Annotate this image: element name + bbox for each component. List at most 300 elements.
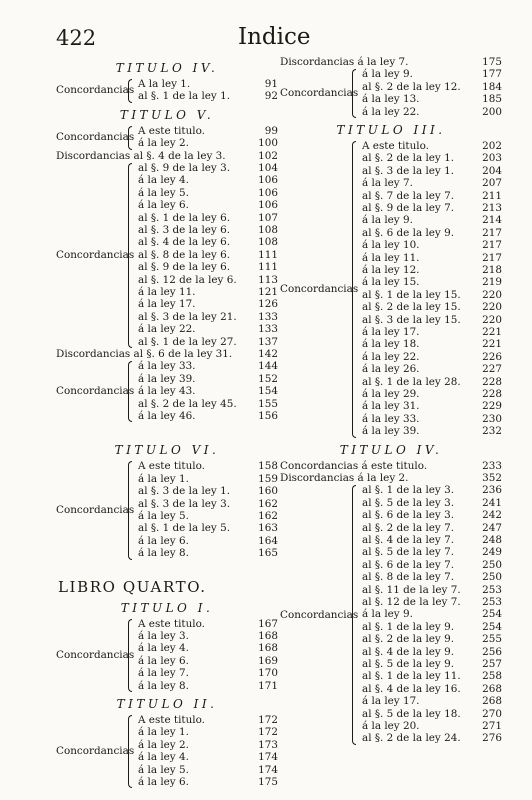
group-label: Concordancias [56,131,135,144]
index-entry [56,714,278,726]
page-ref: 169 [258,654,278,667]
page-ref: 152 [258,372,278,385]
page-ref: 92 [264,90,278,103]
entry-text: á la ley 31. [362,400,420,413]
index-entry [56,286,278,298]
page-ref: 144 [258,360,278,373]
section-heading: TITULO I. [120,600,214,615]
entry-text: al §. 5 de la ley 7. [362,546,455,559]
page-ref: 255 [482,633,502,646]
group-label: Concordancias [280,282,359,295]
page-ref: 137 [258,335,278,348]
page-ref: 167 [258,617,278,630]
index-entry [56,224,278,236]
page-ref: 173 [258,738,278,751]
page-ref: 107 [258,211,278,224]
group-label: Concordancias [56,503,135,516]
entry-text: á la ley 9. [362,608,413,621]
entry-text: al §. 7 de la ley 7. [362,189,455,202]
group-label: Concordancias [56,745,135,758]
page-ref: 158 [258,460,278,473]
entry-text: á la ley 33. [138,360,196,373]
page-ref: 126 [258,298,278,311]
index-entry [280,683,502,695]
page-ref: 219 [482,276,502,289]
entry-text: al §. 3 de la ley 6. [138,223,231,236]
entry-text: á la ley 3. [138,629,189,642]
entry-text: al §. 11 de la ley 7. [362,583,461,596]
page-ref: 164 [258,534,278,547]
page-ref: 160 [258,485,278,498]
index-entry [56,162,278,174]
page-ref: 175 [258,775,278,788]
index-entry [56,311,278,323]
page-ref: 249 [482,546,502,559]
entry-text: A este titulo. [138,124,205,137]
page-ref: 106 [258,199,278,212]
index-entry [280,732,502,744]
page-ref: 276 [482,732,502,745]
entry-text: al §. 3 de la ley 1. [362,164,455,177]
page-ref: 165 [258,547,278,560]
entry-text: Discordancias al §. 4 de la ley 3. [56,149,226,162]
entry-text: á la ley 11. [138,285,196,298]
entry-text: á la ley 6. [138,534,189,547]
page-ref: 172 [258,726,278,739]
page-ref: 99 [264,124,278,137]
index-entry [56,726,278,738]
entry-text: al §. 2 de la ley 15. [362,301,461,314]
index-column-left [56,56,278,788]
entry-text: al §. 9 de la ley 3. [138,161,231,174]
index-entry [280,509,502,521]
section-heading: TITULO VI. [114,443,220,458]
entry-text: A este titulo. [138,713,205,726]
page-ref: 168 [258,629,278,642]
index-entry [280,400,502,412]
index-entry [280,140,502,152]
entry-text: al §. 1 de la ley 11. [362,670,461,683]
entry-text: al §. 6 de la ley 3. [362,509,455,522]
entry-text: al §. 4 de la ley 16. [362,682,461,695]
index-entry [280,338,502,350]
page-ref: 213 [482,201,502,214]
index-entry [56,655,278,667]
page-ref: 250 [482,558,502,571]
page-ref: 242 [482,509,502,522]
page-ref: 156 [258,409,278,422]
entry-text: á la ley 2. [138,738,189,751]
index-line [280,56,502,68]
index-entry [56,261,278,273]
page-ref: 168 [258,642,278,655]
entry-text: á la ley 9. [362,68,413,81]
entry-text: á la ley 9. [362,214,413,227]
entry-text: á la ley 39. [362,425,420,438]
entry-text: al §. 4 de la ley 7. [362,533,455,546]
index-entry [280,546,502,558]
index-entry [280,608,502,620]
index-entry [56,485,278,497]
index-entry [280,326,502,338]
index-entry [280,190,502,202]
index-entry [280,68,502,80]
index-entry [280,264,502,276]
entry-text: á la ley 18. [362,338,420,351]
index-entry [56,498,278,510]
index-entry [280,227,502,239]
page-ref: 253 [482,595,502,608]
concordance-group [280,140,502,438]
page-ref: 172 [258,713,278,726]
page-ref: 271 [482,719,502,732]
page-ref: 113 [258,273,278,286]
page-ref: 102 [258,149,278,162]
entry-text: al §. 12 de la ley 7. [362,595,461,608]
entry-text: al §. 1 de la ley 15. [362,288,461,301]
index-entry [56,360,278,372]
index-entry [280,301,502,313]
page-ref: 352 [482,471,502,484]
index-entry [280,165,502,177]
page-ref: 184 [482,80,502,93]
index-entry [280,522,502,534]
entry-text: al §. 9 de la ley 6. [138,261,231,274]
section-heading: TITULO IV. [339,442,443,457]
group-label: Concordancias [56,648,135,661]
index-entry [56,473,278,485]
entry-text: á la ley 22. [138,323,196,336]
index-entry [56,199,278,211]
index-entry [280,106,502,118]
index-entry [280,571,502,583]
group-label: Concordancias [280,608,359,621]
entry-text: al §. 3 de la ley 1. [138,485,231,498]
entry-text: á la ley 17. [362,695,420,708]
page-ref: 228 [482,375,502,388]
index-entry [280,351,502,363]
entry-text: al §. 5 de la ley 9. [362,657,455,670]
index-entry [56,510,278,522]
page-ref: 221 [482,325,502,338]
index-entry [56,398,278,410]
entry-text: al §. 3 de la ley 21. [138,310,237,323]
page-ref: 221 [482,338,502,351]
concordance-group [56,460,278,559]
entry-text: A este titulo. [362,139,429,152]
index-entry [56,78,278,90]
index-entry [56,642,278,654]
index-entry [56,547,278,559]
entry-text: á la ley 11. [362,251,420,264]
page-ref: 108 [258,223,278,236]
index-entry [56,212,278,224]
page-ref: 220 [482,301,502,314]
page-ref: 220 [482,313,502,326]
page-ref: 163 [258,522,278,535]
index-entry [56,323,278,335]
page-ref: 270 [482,707,502,720]
entry-text: á la ley 33. [362,412,420,425]
page-ref: 174 [258,763,278,776]
entry-text: á la ley 17. [362,325,420,338]
book-heading: LIBRO QUARTO. [58,577,207,596]
entry-text: al §. 1 de la ley 28. [362,375,461,388]
index-entry [56,460,278,472]
index-entry [56,630,278,642]
entry-text: á la ley 5. [138,509,189,522]
group-label: Concordancias [56,84,135,97]
page-ref: 254 [482,608,502,621]
page-ref: 106 [258,186,278,199]
concordance-group [56,125,278,150]
page-ref: 185 [482,93,502,106]
index-entry [56,680,278,692]
page-ref: 229 [482,400,502,413]
index-entry [56,776,278,788]
index-entry [280,214,502,226]
group-label: Concordancias [56,248,135,261]
entry-text: al §. 3 de la ley 15. [362,313,461,326]
entry-text: á la ley 4. [138,642,189,655]
index-entry [280,584,502,596]
page-ref: 174 [258,751,278,764]
page-ref: 241 [482,496,502,509]
entry-text: al §. 1 de la ley 27. [138,335,237,348]
page-ref: 217 [482,239,502,252]
page-ref: 121 [258,285,278,298]
entry-text: Concordancias á este titulo. [280,459,428,472]
index-entry [280,252,502,264]
index-entry [56,249,278,261]
entry-text: á la ley 8. [138,679,189,692]
page-ref: 214 [482,214,502,227]
page-ref: 162 [258,509,278,522]
running-head: Indice [238,24,311,50]
index-entry [280,177,502,189]
entry-text: al §. 8 de la ley 6. [138,248,231,261]
page-ref: 204 [482,164,502,177]
entry-text: á la ley 4. [138,751,189,764]
entry-text: al §. 6 de la ley 9. [362,226,455,239]
entry-text: al §. 12 de la ley 6. [138,273,237,286]
entry-text: al §. 1 de la ley 1. [138,90,231,103]
index-entry [280,708,502,720]
index-entry [280,363,502,375]
section-heading: TITULO II. [116,696,218,711]
page-ref: 159 [258,472,278,485]
entry-text: á la ley 43. [138,385,196,398]
page-ref: 232 [482,425,502,438]
page-ref: 248 [482,533,502,546]
entry-text: á la ley 12. [362,263,420,276]
entry-text: á la ley 5. [138,763,189,776]
index-entry [280,720,502,732]
page-ref: 175 [482,56,502,68]
index-entry [56,373,278,385]
page-ref: 230 [482,412,502,425]
entry-text: al §. 1 de la ley 9. [362,620,455,633]
entry-text: á la ley 1. [138,726,189,739]
page-number: 422 [56,26,97,50]
page-ref: 268 [482,695,502,708]
page-ref: 106 [258,174,278,187]
page-ref: 253 [482,583,502,596]
entry-text: al §. 4 de la ley 9. [362,645,455,658]
index-entry [56,236,278,248]
entry-text: al §. 6 de la ley 7. [362,558,455,571]
page-ref: 108 [258,236,278,249]
entry-text: á la ley 7. [138,667,189,680]
page-ref: 171 [258,679,278,692]
index-entry [56,751,278,763]
entry-text: á la ley 15. [362,276,420,289]
index-entry [280,695,502,707]
entry-text: á la ley 1. [138,472,189,485]
index-entry [280,425,502,437]
page-ref: 226 [482,350,502,363]
group-label: Concordancias [56,385,135,398]
index-entry [56,385,278,397]
entry-text: al §. 5 de la ley 3. [362,496,455,509]
section-heading: TITULO III. [336,122,446,137]
index-line [280,460,502,472]
page-ref: 177 [482,68,502,81]
index-entry [280,596,502,608]
entry-text: á la ley 29. [362,387,420,400]
index-entry [56,522,278,534]
index-entry [280,534,502,546]
index-entry [280,388,502,400]
page-ref: 202 [482,139,502,152]
entry-text: á la ley 6. [138,775,189,788]
page-ref: 247 [482,521,502,534]
index-column-right [280,56,502,745]
entry-text: á la ley 8. [138,547,189,560]
entry-text: Discordancias á la ley 7. [280,56,409,68]
concordance-group [56,618,278,692]
index-entry [280,484,502,496]
page-ref: 236 [482,484,502,497]
entry-text: al §. 3 de la ley 3. [138,497,231,510]
index-entry [280,413,502,425]
page-ref: 254 [482,620,502,633]
entry-text: al §. 4 de la ley 6. [138,236,231,249]
index-entry [280,621,502,633]
index-entry [56,174,278,186]
page-ref: 111 [258,248,278,261]
page-ref: 170 [258,667,278,680]
page-ref: 250 [482,571,502,584]
index-entry [56,125,278,137]
concordance-group [56,714,278,788]
entry-text: á la ley 2. [138,137,189,150]
entry-text: á la ley 39. [138,372,196,385]
page-ref: 100 [258,137,278,150]
entry-text: á la ley 6. [138,654,189,667]
page-ref: 227 [482,363,502,376]
index-entry [280,559,502,571]
index-entry [56,618,278,630]
index-entry [280,93,502,105]
group-label: Concordancias [280,87,359,100]
entry-text: Discordancias al §. 6 de la ley 31. [56,347,233,360]
index-entry [280,289,502,301]
entry-text: á la ley 13. [362,93,420,106]
entry-text: al §. 2 de la ley 45. [138,397,237,410]
concordance-group [56,162,278,348]
page-ref: 155 [258,397,278,410]
index-line [56,348,278,360]
entry-text: á la ley 6. [138,199,189,212]
entry-text: al §. 5 de la ley 18. [362,707,461,720]
page-ref: 228 [482,387,502,400]
index-entry [56,667,278,679]
section-heading: TITULO IV. [115,61,219,75]
page-ref: 162 [258,497,278,510]
index-entry [280,152,502,164]
page-ref: 220 [482,288,502,301]
index-entry [280,81,502,93]
index-entry [56,535,278,547]
entry-text: al §. 9 de la ley 7. [362,201,455,214]
index-entry [56,764,278,776]
entry-text: al §. 1 de la ley 5. [138,522,231,535]
entry-text: al §. 2 de la ley 1. [362,152,455,165]
entry-text: A la ley 1. [138,78,191,90]
concordance-group [56,78,278,103]
index-entry [56,410,278,422]
entry-text: al §. 2 de la ley 9. [362,633,455,646]
entry-text: Discordancias á la ley 2. [280,471,409,484]
index-line [280,472,502,484]
index-entry [280,658,502,670]
page-ref: 218 [482,263,502,276]
entry-text: al §. 2 de la ley 24. [362,732,461,745]
concordance-group [280,68,502,118]
page-ref: 133 [258,323,278,336]
page-ref: 104 [258,161,278,174]
entry-text: á la ley 22. [362,350,420,363]
page-ref: 91 [264,78,278,90]
index-entry [56,298,278,310]
index-line [56,150,278,162]
spacer [56,422,278,438]
page-ref: 142 [258,347,278,360]
page-ref: 154 [258,385,278,398]
page-ref: 111 [258,261,278,274]
entry-text: al §. 1 de la ley 3. [362,484,455,497]
page-ref: 268 [482,682,502,695]
index-entry [280,202,502,214]
entry-text: á la ley 46. [138,409,196,422]
page-ref: 256 [482,645,502,658]
page-ref: 233 [482,459,502,472]
page-ref: 203 [482,152,502,165]
index-entry [280,646,502,658]
entry-text: á la ley 10. [362,239,420,252]
entry-text: á la ley 4. [138,174,189,187]
index-entry [280,633,502,645]
section-heading: TITULO V. [119,107,215,122]
index-entry [280,276,502,288]
page-ref: 257 [482,657,502,670]
index-entry [280,314,502,326]
entry-text: al §. 8 de la ley 7. [362,571,455,584]
entry-text: á la ley 7. [362,177,413,190]
entry-text: á la ley 5. [138,186,189,199]
entry-text: á la ley 17. [138,298,196,311]
